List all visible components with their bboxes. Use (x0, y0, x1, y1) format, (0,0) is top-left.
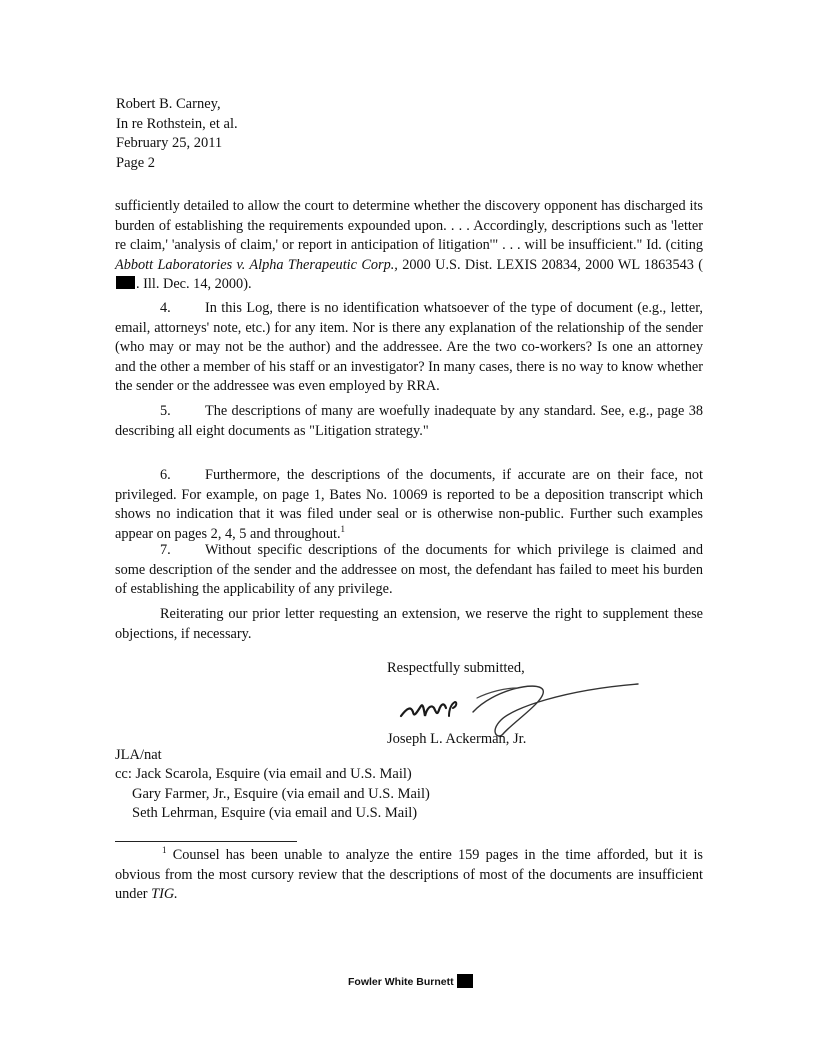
numbered-paragraph-7 (115, 541, 703, 600)
continued-text-c: . Ill. Dec. 14, 2000). (136, 276, 252, 292)
typist-initials: JLA/nat (115, 747, 162, 763)
signer-name: Joseph L. Ackerman, Jr. (387, 731, 527, 747)
case-citation: Abbott Laboratories v. Alpha Therapeutic Corp., (115, 256, 398, 273)
paragraph-number: 5. (160, 403, 171, 419)
recipient-line: Robert B. Carney, (116, 96, 221, 112)
continued-paragraph (115, 197, 703, 295)
redaction-box (116, 276, 135, 289)
footnote-number: 1 (162, 845, 167, 856)
numbered-paragraph-4 (115, 299, 703, 397)
continued-text-b: 2000 U.S. Dist. LEXIS 20834, 2000 WL 1863543 ( (397, 256, 703, 273)
footnote-text: Counsel has been unable to analyze the entire 159 pages in the time afforded, but it is obvious from the most cursory review that the descriptions of most of the documents are insufficient under (115, 847, 703, 902)
footnote (115, 846, 703, 905)
footnote-reference: 1 (340, 523, 346, 534)
letter-header (116, 95, 238, 173)
paragraph-text: In this Log, there is no identification whatsoever of the type of document (e.g., letter, email, attorneys' note, etc.) for any item. Nor is there any explanation of the relationship of the sender (who may or may not be the author) and the addressee. Are the two co-workers? Is one an attorney and the other a member of his staff or an investigator? In many cases, there is no way to know whether the sender or the addressee was even employed by RRA. (115, 300, 703, 394)
closing-paragraph: Reiterating our prior letter requesting an extension, we reserve the right to supplement these objections, if necessary. (115, 606, 703, 642)
continued-text-a: sufficiently detailed to allow the court to determine whether the discovery opponent has discharged its burden of establishing the requirements expounded upon. . . . Accordingly, descriptions such as 'letter re claim,' 'analysis of claim,' or report in anticipation of litigation'" . . . will be insufficient." Id. (citing (115, 198, 703, 253)
firm-footer (348, 974, 474, 988)
numbered-paragraph-5 (115, 402, 703, 441)
cc-line: Seth Lehrman, Esquire (via email and U.S. Mail) (132, 805, 418, 821)
paragraph-number: 7. (160, 542, 171, 558)
complimentary-closing: Respectfully submitted, (387, 660, 525, 676)
matter-line: In re Rothstein, et al. (116, 115, 238, 132)
firm-name: Fowler White Burnett (348, 976, 454, 988)
numbered-paragraph-6 (115, 466, 703, 544)
paragraph-text: Furthermore, the descriptions of the documents, if accurate are on their face, not privileged. For example, on page 1, Bates No. 10069 is reported to be a deposition transcript which shows no indication that it was filed under seal or is otherwise non-public. Further such examples appear on pages 2, 4, 5 and throughout. (115, 467, 703, 542)
redaction-box (457, 974, 473, 988)
page-number: Page 2 (116, 154, 156, 171)
footnote-case: TIG. (151, 886, 178, 902)
footnote-divider (115, 841, 297, 842)
paragraph-number: 6. (160, 467, 171, 483)
paragraph-number: 4. (160, 300, 171, 316)
paragraph-text: Without specific descriptions of the documents for which privilege is claimed and some description of the sender and the addressee on most, the defendant has failed to meet his burden of establishing the applicability of any privilege. (115, 542, 703, 597)
date-line: February 25, 2011 (116, 135, 223, 151)
cc-list (115, 765, 430, 824)
cc-line: cc: Jack Scarola, Esquire (via email and U.S. Mail) (115, 766, 412, 782)
cc-line: Gary Farmer, Jr., Esquire (via email and U.S. Mail) (132, 785, 430, 802)
paragraph-text: The descriptions of many are woefully inadequate by any standard. See, e.g., page 38 describing all eight documents as "Litigation strategy." (115, 403, 703, 439)
